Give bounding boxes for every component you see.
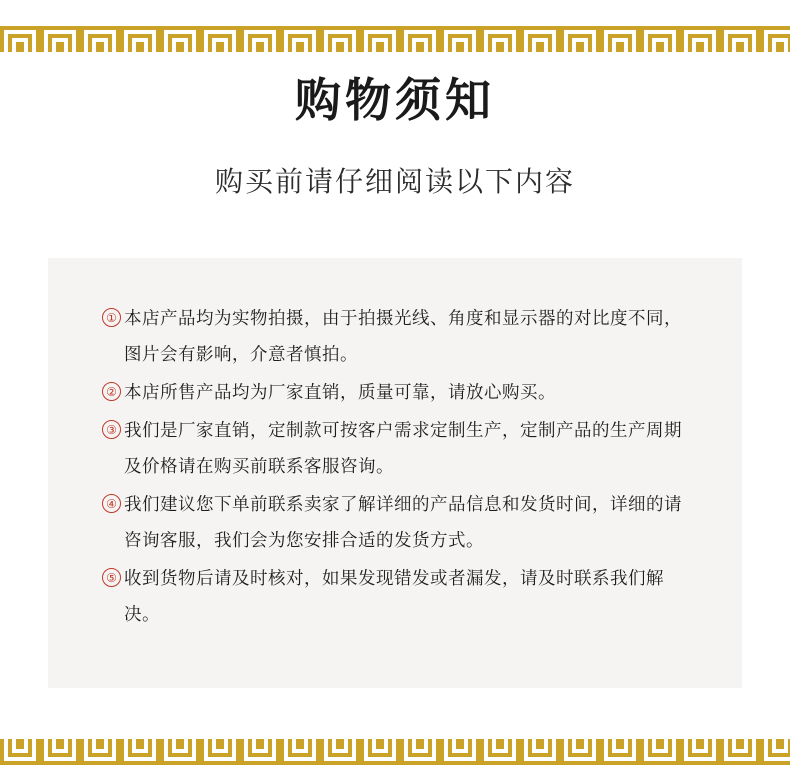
greek-key-border-bottom [0, 737, 790, 767]
list-item-number: ④ [102, 494, 121, 513]
list-item [102, 486, 688, 558]
notice-panel [48, 258, 742, 688]
greek-key-border-top [0, 24, 790, 54]
list-item [102, 412, 688, 484]
list-item [102, 560, 688, 632]
list-item-text: 我们是厂家直销，定制款可按客户需求定制生产，定制产品的生产周期及价格请在购买前联系客服咨询。 [124, 420, 682, 476]
list-item-text: 收到货物后请及时核对，如果发现错发或者漏发，请及时联系我们解决。 [124, 568, 664, 624]
list-item-text: 本店所售产品均为厂家直销，质量可靠，请放心购买。 [124, 382, 556, 402]
list-item-text: 我们建议您下单前联系卖家了解详细的产品信息和发货时间，详细的请咨询客服，我们会为您安排合适的发货方式。 [124, 494, 682, 550]
list-item [102, 374, 688, 410]
list-item [102, 300, 688, 372]
notice-list [102, 300, 688, 632]
list-item-text: 本店产品均为实物拍摄，由于拍摄光线、角度和显示器的对比度不同，图片会有影响，介意者慎拍。 [124, 308, 682, 364]
list-item-number: ③ [102, 420, 121, 439]
list-item-number: ⑤ [102, 568, 121, 587]
page-title: 购物须知 [295, 73, 495, 127]
page-subtitle: 购买前请仔细阅读以下内容 [214, 164, 575, 198]
list-item-number: ① [102, 308, 121, 327]
list-item-number: ② [102, 382, 121, 401]
page-header [0, 72, 790, 200]
